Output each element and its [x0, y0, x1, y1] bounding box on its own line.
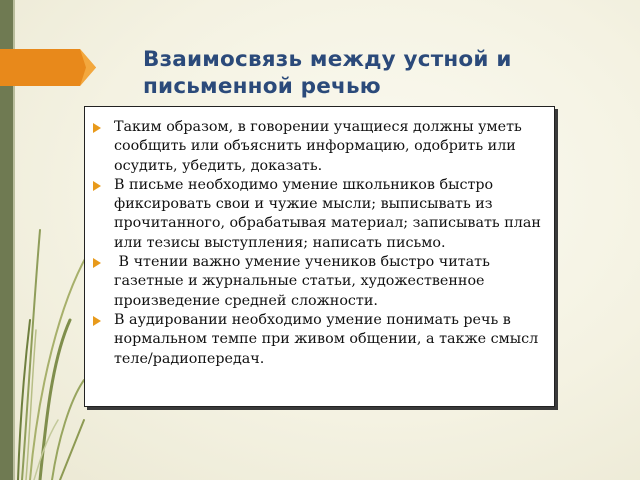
bullet-item [91, 311, 544, 369]
content-box [84, 106, 555, 407]
triangle-bullet-icon [93, 258, 101, 268]
bullet-list [91, 118, 544, 369]
bullet-text: В письме необходимо умение школьников быстро фиксировать свои и чужие мысли; выписывать из прочитанного, обрабатывая материал; записывать план или тезисы выступления; написать письмо. [114, 176, 541, 251]
triangle-bullet-icon [93, 316, 101, 326]
bullet-item [91, 253, 544, 311]
bullet-text: В аудировании необходимо умение понимать речь в нормальном темпе при живом общении, а также смысл теле/радиопередач. [114, 311, 539, 367]
triangle-bullet-icon [93, 181, 101, 191]
bullet-text: В чтении важно умение учеников быстро читать газетные и журнальные статьи, художественное произведение средней сложности. [114, 254, 495, 309]
bullet-text: Таким образом, в говорении учащиеся должны уметь сообщить или объяснить информацию, одобрить или осудить, убедить, доказать. [114, 119, 522, 174]
triangle-bullet-icon [93, 123, 101, 133]
bullet-item [91, 176, 544, 253]
bullet-item [91, 118, 544, 176]
title-accent-arrow-icon [0, 49, 96, 86]
slide-title: Взаимосвязь между устной и письменной речью [143, 47, 512, 99]
